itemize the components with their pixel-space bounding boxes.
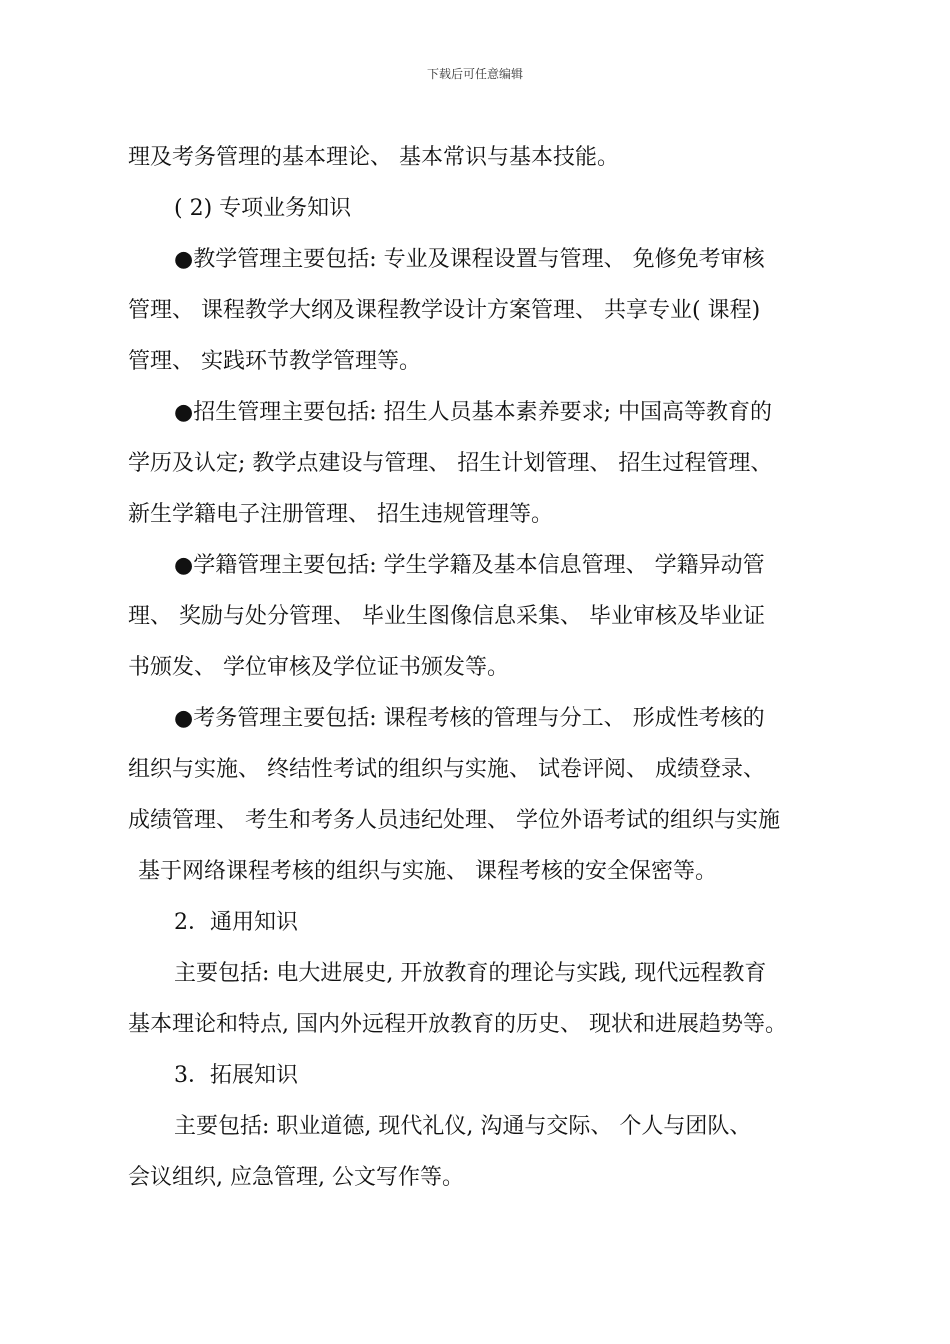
- page-header: 下载后可任意编辑: [426, 67, 523, 81]
- text-line: 主要包括: 职业道德, 现代礼仪, 沟通与交际、 个人与团队、: [174, 1114, 752, 1139]
- text-line: ●教学管理主要包括: 专业及课程设置与管理、 免修免考审核: [174, 247, 765, 272]
- text-line: 新生学籍电子注册管理、 招生违规管理等。: [128, 502, 553, 527]
- text-line: 基本理论和特点, 国内外远程开放教育的历史、 现状和进展趋势等。: [128, 1012, 787, 1037]
- text-line: 理及考务管理的基本理论、 基本常识与基本技能。: [128, 145, 619, 170]
- section-heading: 2．通用知识: [174, 910, 298, 935]
- text-line: 管理、 课程教学大纲及课程教学设计方案管理、 共享专业( 课程): [128, 298, 761, 323]
- section-heading: ( 2) 专项业务知识: [174, 196, 352, 221]
- text-line: 书颁发、 学位审核及学位证书颁发等。: [128, 655, 509, 680]
- document-body: [128, 132, 828, 1203]
- text-line: 主要包括: 电大进展史, 开放教育的理论与实践, 现代远程教育: [174, 961, 767, 986]
- text-line: ●考务管理主要包括: 课程考核的管理与分工、 形成性考核的: [174, 706, 765, 731]
- text-line: 理、 奖励与处分管理、 毕业生图像信息采集、 毕业审核及毕业证: [128, 604, 765, 629]
- text-line: ●学籍管理主要包括: 学生学籍及基本信息管理、 学籍异动管: [174, 553, 765, 578]
- text-line: ●招生管理主要包括: 招生人员基本素养要求; 中国高等教育的: [174, 400, 773, 425]
- section-heading: 3．拓展知识: [174, 1063, 298, 1088]
- text-line: 管理、 实践环节教学管理等。: [128, 349, 421, 374]
- text-line: 会议组织, 应急管理, 公文写作等。: [128, 1165, 464, 1190]
- text-line: 成绩管理、 考生和考务人员违纪处理、 学位外语考试的组织与实施: [128, 808, 780, 833]
- text-line: 组织与实施、 终结性考试的组织与实施、 试卷评阅、 成绩登录、: [128, 757, 765, 782]
- text-line: 基于网络课程考核的组织与实施、 课程考核的安全保密等。: [138, 859, 717, 884]
- text-line: 学历及认定; 教学点建设与管理、 招生计划管理、 招生过程管理、: [128, 451, 773, 476]
